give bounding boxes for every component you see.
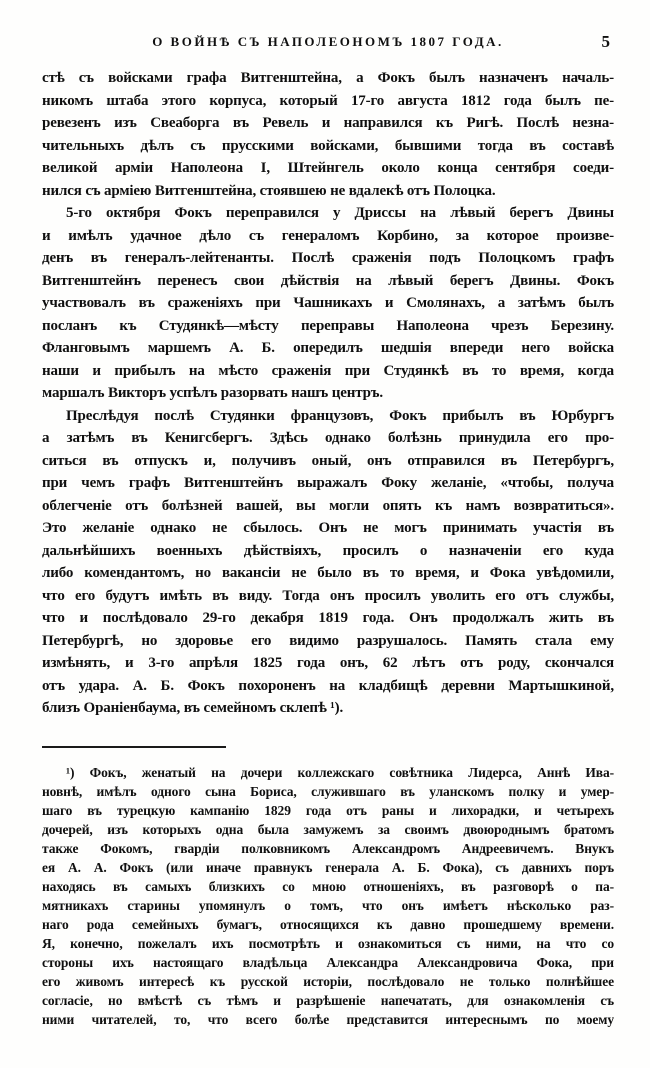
text-line: также Фокомъ, гвардіи полковникомъ Александромъ Андреевичемъ. Внукъ xyxy=(42,841,614,856)
text-line: шаго въ турецкую кампанію 1829 года отъ раны и лихорадки, и четырехъ xyxy=(42,803,614,818)
text-line: Фланговымъ маршемъ А. Б. опередилъ шедшія впереди него войска xyxy=(42,340,614,356)
text-line: ситься въ отпускъ и, получивъ оный, онъ отправился въ Петербургъ, xyxy=(42,452,614,469)
text-line: чительныхъ дѣлъ съ прусскими войсками, бывшими тогда въ составѣ xyxy=(42,137,614,154)
page-header xyxy=(42,34,614,54)
text-line: наго рода семейныхъ бумагъ, относящихся къ давно прошедшему времени. xyxy=(42,917,614,932)
footnote-separator-rule xyxy=(42,746,226,748)
text-line: согласіе, но вмѣстѣ съ тѣмъ и разрѣшеніе напечатать, для ознакомленія съ xyxy=(42,993,614,1008)
paragraph-continuation xyxy=(42,67,614,202)
text-line: облегченіе отъ болѣзней вашей, вы могли опять къ намъ возвратиться». xyxy=(42,497,614,514)
text-line: стѣ съ войсками графа Витгенштейна, а Фокъ былъ назначенъ началь- xyxy=(42,70,614,86)
text-line: 5-го октября Фокъ переправился у Дриссы на лѣвый берегъ Двины xyxy=(66,205,614,221)
text-line: великой арміи Наполеона I, Штейнгель около конца сентября соеди- xyxy=(42,160,614,176)
text-line: никомъ штаба этого корпуса, который 17-го августа 1812 года былъ пе- xyxy=(42,92,614,109)
text-line: ¹) Фокъ, женатый на дочери коллежскаго совѣтника Лидерса, Аннѣ Ива- xyxy=(66,765,614,780)
text-line: ними читателей, то, что всего болѣе представится интереснымъ по моему xyxy=(42,1012,614,1027)
text-line: посланъ къ Студянкѣ—мѣсту переправы Наполеона чрезъ Березину. xyxy=(42,317,614,334)
text-line: Петербургѣ, но здоровье его видимо разрушалось. Память стала ему xyxy=(42,632,614,649)
text-line: при чемъ графъ Витгенштейнъ выражалъ Фоку желаніе, «чтобы, получа xyxy=(42,475,614,491)
text-line: отъ удара. А. Б. Фокъ похороненъ на кладбищѣ деревни Мартышкиной, xyxy=(42,677,614,694)
text-line: Это желаніе однако не сбылось. Онъ не могъ принимать участія въ xyxy=(42,520,614,536)
text-line: его живомъ интересѣ къ русской исторіи, послѣдовало не только полнѣйшее xyxy=(42,974,614,989)
text-line: что его будутъ имѣть въ виду. Тогда онъ просилъ уволить его отъ службы, xyxy=(42,587,614,604)
footnote-text xyxy=(42,763,614,1029)
body-text xyxy=(42,67,614,720)
text-line: измѣнять, и 3-го апрѣля 1825 года онъ, 62 лѣтъ отъ роду, скончался xyxy=(42,655,614,671)
text-line: ея А. А. Фокъ (или иначе правнукъ генерала А. Б. Фока), съ давнихъ поръ xyxy=(42,860,614,875)
text-line: дочерей, изъ которыхъ одна была замужемъ за своимъ двоюроднымъ братомъ xyxy=(42,822,614,837)
text-line: Витгенштейнъ перенесъ свои дѣйствія на лѣвый берегъ Двины. Фокъ xyxy=(42,272,614,289)
text-line: маршалъ Викторъ успѣлъ разорвать нашъ центръ. xyxy=(42,385,383,401)
text-line: либо комендантомъ, но вакансіи не было въ то время, и Фока увѣдомили, xyxy=(42,565,614,581)
running-title: О ВОЙНѢ СЪ НАПОЛЕОНОМЪ 1807 ГОДА. xyxy=(152,34,504,49)
page-number: 5 xyxy=(601,32,610,51)
text-line: дальнѣйшихъ военныхъ дѣйствіяхъ, просилъ о назначеніи его куда xyxy=(42,542,614,559)
text-line: денъ въ генералъ-лейтенанты. Послѣ сраженія подъ Полоцкомъ графъ xyxy=(42,250,614,266)
text-line: наши и прибылъ на мѣсто сраженія при Студянкѣ въ то время, когда xyxy=(42,362,614,379)
text-line: ревезенъ изъ Свеаборга въ Ревель и направился къ Ригѣ. Послѣ незна- xyxy=(42,115,614,131)
text-line: а затѣмъ въ Кенигсбергъ. Здѣсь однако болѣзнь принудила его про- xyxy=(42,430,614,446)
paragraph-october-crossing xyxy=(42,202,614,405)
text-line: стороны ихъ настоящаго владѣльца Александра Александровича Фока, при xyxy=(42,955,614,970)
text-line: новнѣ, имѣлъ одного сына Бориса, служившаго въ уланскомъ полку и умер- xyxy=(42,784,614,799)
text-line: находясь въ самыхъ близкихъ со мною отношеніяхъ, въ разговорѣ о па- xyxy=(42,879,614,894)
text-line: участвовалъ въ сраженіяхъ при Чашникахъ и Смолянахъ, а затѣмъ былъ xyxy=(42,295,614,311)
text-line: Я, конечно, пожелалъ ихъ посмотрѣть и ознакомиться съ ними, на что со xyxy=(42,936,614,951)
text-line: мятникахъ старины упомянулъ о томъ, что онъ имѣетъ нѣсколько раз- xyxy=(42,898,614,913)
text-line: близъ Ораніенбаума, въ семейномъ склепѣ ¹). xyxy=(42,700,344,716)
text-line: нился съ арміею Витгенштейна, стоявшею не вдалекѣ отъ Полоцка. xyxy=(42,182,496,199)
paragraph-pursuit-and-death xyxy=(42,405,614,720)
text-line: что и послѣдовало 29-го декабря 1819 года. Онъ продолжалъ жить въ xyxy=(42,610,614,626)
text-line: и имѣлъ удачное дѣло съ генераломъ Корбино, за которое произве- xyxy=(42,227,614,244)
text-line: Преслѣдуя послѣ Студянки французовъ, Фокъ прибылъ въ Юрбургъ xyxy=(66,407,614,424)
